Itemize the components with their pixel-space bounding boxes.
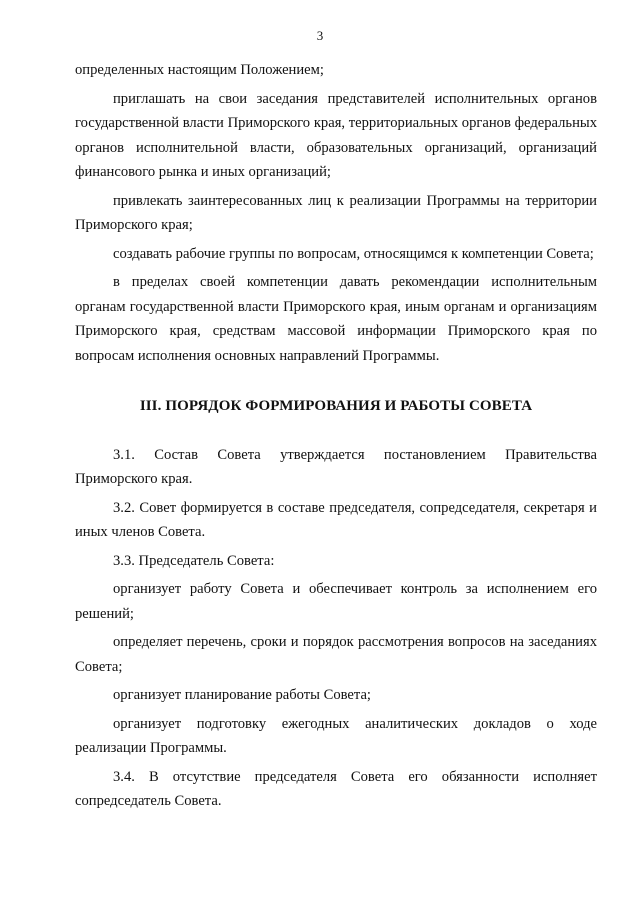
paragraph-3-2: 3.2. Совет формируется в составе председателя, сопредседателя, секретаря и иных членов Совета.	[75, 499, 597, 540]
paragraph-continuation: определенных настоящим Положением;	[75, 62, 324, 78]
paragraph-recommendations: в пределах своей компетенции давать рекомендации исполнительным органам государственной власти Приморского края, иным органам и организациям Приморского края, средствам массовой информации Приморского края по вопросам исполнения основных направлений Программы.	[75, 274, 597, 364]
paragraph-chair-defines: определяет перечень, сроки и порядок рассмотрения вопросов на заседаниях Совета;	[75, 634, 597, 675]
paragraph-3-1: 3.1. Состав Совета утверждается постановлением Правительства Приморского края.	[75, 446, 597, 487]
paragraph-3-4: 3.4. В отсутствие председателя Совета его обязанности исполняет сопредседатель Совета.	[75, 768, 597, 809]
paragraph-chair-reports: организует подготовку ежегодных аналитических докладов о ходе реализации Программы.	[75, 715, 597, 756]
paragraph-chair-organizes: организует работу Совета и обеспечивает контроль за исполнением его решений;	[75, 581, 597, 622]
paragraph-working-groups: создавать рабочие группы по вопросам, относящимся к компетенции Совета;	[113, 245, 594, 262]
section-heading: III. ПОРЯДОК ФОРМИРОВАНИЯ И РАБОТЫ СОВЕТА	[139, 398, 533, 414]
page-number: 3	[316, 28, 324, 43]
document-body	[75, 58, 597, 818]
paragraph-3-3: 3.3. Председатель Совета:	[113, 552, 275, 569]
paragraph-engage: привлекать заинтересованных лиц к реализации Программы на территории Приморского края;	[75, 192, 597, 233]
paragraph-chair-planning: организует планирование работы Совета;	[113, 687, 371, 703]
paragraph-invite: приглашать на свои заседания представителей исполнительных органов государственной власти Приморского края, территориальных органов федеральных органов исполнительной власти, образовательных организаций, организаций финансового рынка и иных организаций;	[75, 90, 597, 180]
